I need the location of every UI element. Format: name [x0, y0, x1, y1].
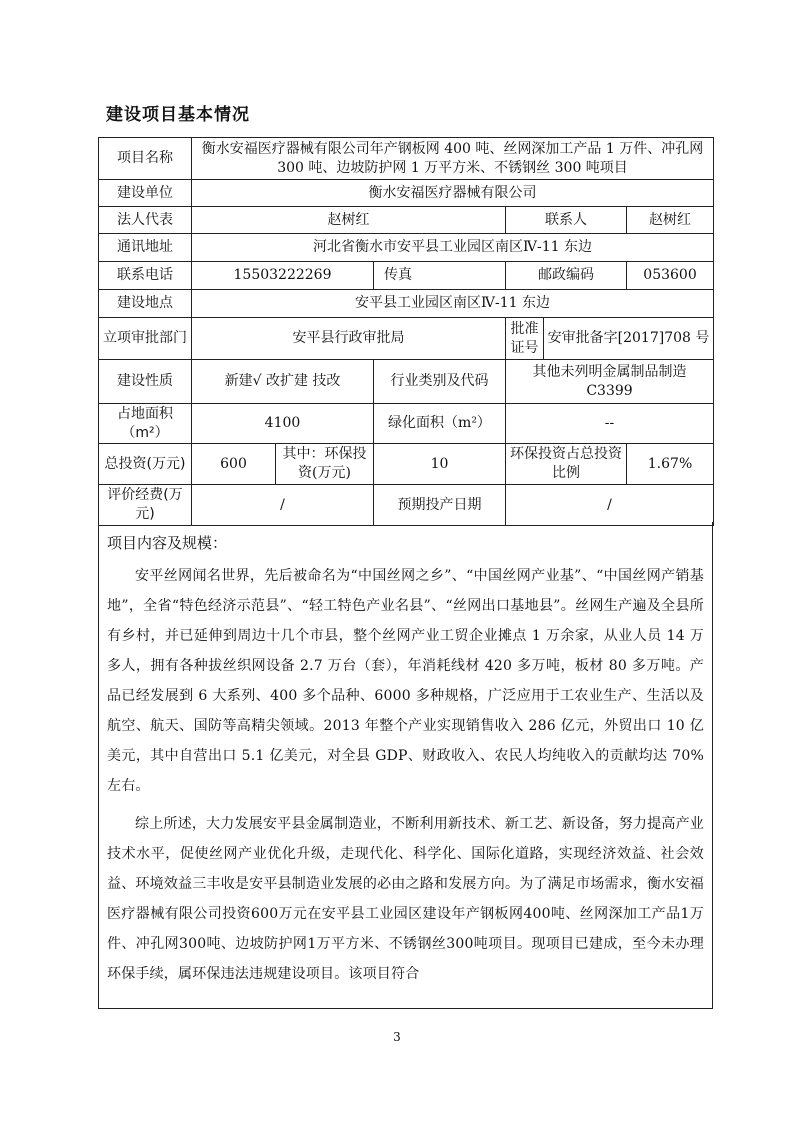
builder-label: 建设单位: [99, 180, 192, 207]
phone-label: 联系电话: [99, 262, 192, 290]
eval-fee-value: /: [192, 485, 374, 526]
postcode-label: 邮政编码: [506, 262, 627, 290]
legal-rep-value: 赵树红: [192, 207, 506, 234]
content-paragraph: 安平丝网闻名世界，先后被命名为“中国丝网之乡”、“中国丝网产业基”、“中国丝网产销基地”，全省“特色经济示范县”、“轻工特色产业名县”、“丝网出口基地县”。丝网生产遍及全县所有乡村，并已延伸到周边十几个市县，整个丝网产业工贸企业摊点 1 万余家，从业人员 14 万多人，拥有各种拔丝织网设备 2.7 万台（套），年消耗线材 420 多万吨，板材 80 多万吨。产品已经发展到 6 大系列、400 多个品种、6000 多种规格，广泛应用于工农业生产、生活以及航空、航天、国防等高精尖领域。2013 年整个产业实现销售收入 286 亿元，外贸出口 10 亿美元，其中自营出口 5.1 亿美元，对全县 GDP、财政收入、农民人均纯收入的贡献均达 70%左右。: [107, 568, 704, 794]
fax-label: 传真: [374, 262, 506, 290]
nature-value: 新建√ 改扩建 技改: [192, 360, 374, 404]
content-heading: 项目内容及规模：: [107, 534, 228, 552]
green-area-value: --: [506, 404, 714, 444]
investment-label: 总投资(万元): [99, 444, 192, 485]
legal-rep-label: 法人代表: [99, 207, 192, 234]
postcode-value: 053600: [627, 262, 714, 290]
project-name-label: 项目名称: [99, 138, 192, 180]
contact-value: 赵树红: [627, 207, 714, 234]
project-content-section: [98, 522, 713, 1009]
area-label: 占地面积（m²）: [99, 404, 192, 444]
env-ratio-value: 1.67%: [627, 444, 714, 485]
env-investment-label: 其中：环保投资(万元): [276, 444, 374, 485]
production-date-label: 预期投产日期: [374, 485, 506, 526]
production-date-value: /: [506, 485, 714, 526]
approval-dept-label: 立项审批部门: [99, 318, 192, 360]
project-info-table: [98, 137, 714, 526]
project-name-value: 衡水安福医疗器械有限公司年产钢板网 400 吨、丝网深加工产品 1 万件、冲孔网 300 吨、边坡防护网 1 万平方米、不锈钢丝 300 吨项目: [192, 138, 714, 180]
approval-dept-value: 安平县行政审批局: [192, 318, 506, 360]
env-investment-value: 10: [374, 444, 506, 485]
eval-fee-label: 评价经费(万元): [99, 485, 192, 526]
content-paragraph: 综上所述，大力发展安平县金属制造业，不断利用新技术、新工艺、新设备，努力提高产业技术水平，促使丝网产业优化升级，走现代化、科学化、国际化道路，实现经济效益、社会效益、环境效益三丰收是安平县制造业发展的必由之路和发展方向。为了满足市场需求，衡水安福医疗器械有限公司投资600万元在安平县工业园区建设年产钢板网400吨、丝网深加工产品1万件、冲孔网300吨、边坡防护网1万平方米、不锈钢丝300吨项目。现项目已建成，至今未办理环保手续，属环保违法违规建设项目。该项目符合: [107, 816, 704, 982]
industry-value: 其他未列明金属制品制造 C3399: [506, 360, 714, 404]
area-value: 4100: [192, 404, 374, 444]
green-area-label: 绿化面积（m²）: [374, 404, 506, 444]
builder-value: 衡水安福医疗器械有限公司: [192, 180, 714, 207]
env-ratio-label: 环保投资占总投资比例: [506, 444, 627, 485]
location-value: 安平县工业园区南区Ⅳ-11 东边: [192, 290, 714, 318]
approval-no-label: 批准证号: [506, 318, 544, 360]
contact-label: 联系人: [506, 207, 627, 234]
section-title: 建设项目基本情况: [106, 105, 250, 125]
investment-value: 600: [192, 444, 276, 485]
page-number: 3: [393, 1030, 401, 1044]
nature-label: 建设性质: [99, 360, 192, 404]
phone-value: 15503222269: [192, 262, 374, 290]
industry-label: 行业类别及代码: [374, 360, 506, 404]
approval-no-value: 安审批备字[2017]708 号: [544, 318, 714, 360]
address-label: 通讯地址: [99, 234, 192, 262]
address-value: 河北省衡水市安平县工业园区南区Ⅳ-11 东边: [192, 234, 714, 262]
location-label: 建设地点: [99, 290, 192, 318]
